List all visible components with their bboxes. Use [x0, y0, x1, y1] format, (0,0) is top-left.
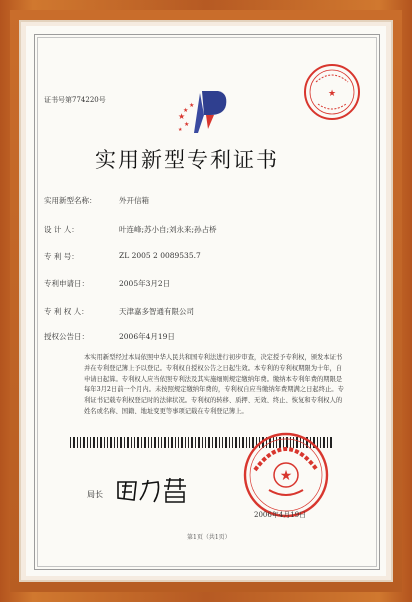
field-label-apply-date: 专利申请日： [44, 279, 89, 288]
field-value-patent-no: ZL 2005 2 0089535.7 [119, 251, 201, 260]
red-stamp-top [300, 60, 364, 124]
field-label-grant-date: 授权公告日： [44, 332, 89, 341]
svg-text:★: ★ [189, 102, 195, 109]
svg-text:★: ★ [183, 107, 189, 114]
svg-text:★: ★ [279, 468, 293, 484]
field-value-name: 外开信箱 [119, 196, 149, 205]
field-value-designer: 叶连峰;苏小自;刘永来;孙占桥 [119, 225, 217, 234]
field-label-patent-no: 专 利 号： [44, 252, 79, 261]
certificate-body-text: 本实用新型经过本局依照中华人民共和国专利法进行初步审查，决定授予专利权，颁发本证书并在专利登记簿上予以登记。专利权自授权公告之日起生效。本专利的专利权期限为十年，自申请日起算。专利权人应当依照专利法及其实施细则规定缴纳年费。缴纳本专利年费的期限是每年3月2日前一个月内。未按照规定缴纳年费的，专利权自应当缴纳年费期满之日起终止。专利证书记载专利权登记时的法律状况。专利权的转移、质押、无效、终止、恢复和专利权人的姓名或名称、国籍、地址变更等事项记载在专利登记簿上。 [84, 354, 344, 415]
field-label-name: 实用新型名称： [44, 196, 97, 205]
svg-text:★: ★ [327, 89, 337, 99]
director-signature [114, 474, 194, 506]
svg-text:★: ★ [178, 127, 183, 133]
field-value-owner: 天津嘉多智通有限公司 [119, 307, 194, 316]
director-label: 局长 [87, 490, 103, 499]
field-value-apply-date: 2005年3月2日 [119, 279, 171, 288]
patent-office-logo [174, 85, 234, 137]
field-value-grant-date: 2006年4月19日 [119, 332, 175, 341]
field-label-owner: 专 利 权 人： [44, 307, 89, 316]
page-number: 第1页（共1页） [187, 534, 231, 541]
svg-text:★: ★ [178, 112, 186, 121]
certificate-title: 实用新型专利证书 [95, 148, 279, 172]
svg-text:★: ★ [184, 121, 190, 128]
field-label-designer: 设 计 人： [44, 225, 79, 234]
certificate-number: 证书号第774220号 [44, 96, 106, 104]
official-seal [241, 430, 331, 520]
issue-date: 2006年4月19日 [254, 511, 307, 519]
